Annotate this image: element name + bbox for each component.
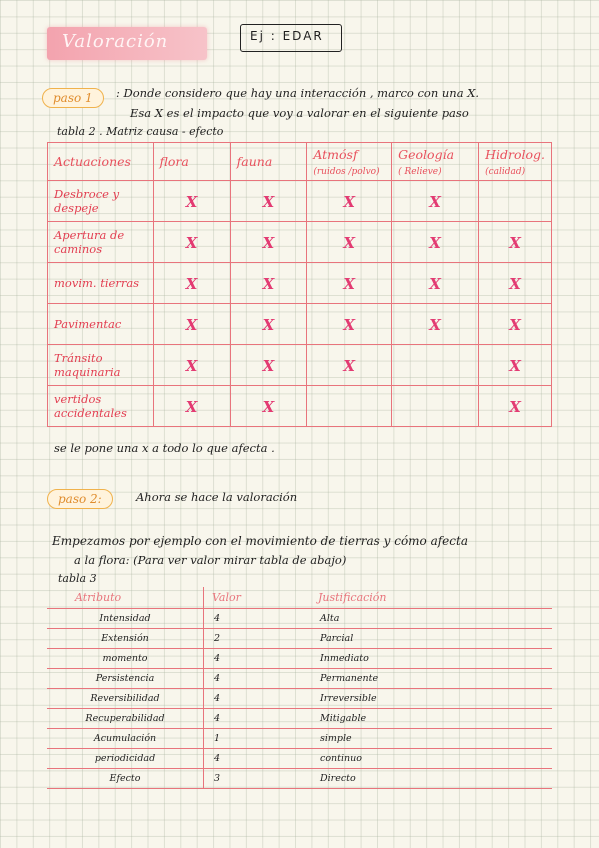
impact-mark: X xyxy=(262,233,275,252)
attr-cell: Intensidad xyxy=(47,609,204,629)
paso2-line2: a la flora: (Para ver valor mirar tabla de abajo) xyxy=(74,553,347,567)
table-row xyxy=(47,649,552,669)
value-cell: 4 xyxy=(204,649,313,669)
row-label: Tránsito maquinaria xyxy=(48,345,154,386)
table-row xyxy=(47,609,552,629)
impact-mark: X xyxy=(343,356,356,375)
justification-cell: Mitigable xyxy=(312,709,552,729)
impact-mark: X xyxy=(185,233,198,252)
attr-cell: momento xyxy=(47,649,204,669)
table-row xyxy=(47,669,552,689)
row-label: vertidos accidentales xyxy=(48,386,154,427)
justification-cell: Directo xyxy=(312,769,552,789)
table2-header-row xyxy=(48,143,552,181)
justification-cell: simple xyxy=(312,729,552,749)
table-row xyxy=(48,386,552,427)
attr-cell: Efecto xyxy=(47,769,204,789)
attr-cell: Acumulación xyxy=(47,729,204,749)
table-row xyxy=(48,181,552,222)
paso2-pill: paso 2: xyxy=(47,489,113,509)
impact-mark: X xyxy=(509,315,521,334)
attr-cell: Reversibilidad xyxy=(47,689,204,709)
justification-cell: Alta xyxy=(312,609,552,629)
table-row xyxy=(48,263,552,304)
impact-mark: X xyxy=(509,233,521,252)
attr-cell: periodicidad xyxy=(47,749,204,769)
col-header: flora xyxy=(153,143,230,181)
attr-cell: Recuperabilidad xyxy=(47,709,204,729)
table-row xyxy=(47,729,552,749)
impact-mark: X xyxy=(262,315,275,334)
paso1-pill: paso 1 xyxy=(42,88,104,108)
impact-mark: X xyxy=(262,192,275,211)
value-cell: 4 xyxy=(204,669,313,689)
col-header: Atmósf (ruidos /polvo) xyxy=(307,143,392,181)
impact-mark: X xyxy=(343,274,356,293)
impact-mark: X xyxy=(185,315,198,334)
impact-mark: X xyxy=(262,356,275,375)
paso1-line1: : Donde considero que hay una interacción , marco con una X. xyxy=(116,86,480,100)
impact-mark: X xyxy=(262,274,275,293)
impact-mark: X xyxy=(343,233,356,252)
paso2-text: Ahora se hace la valoración xyxy=(136,490,298,504)
value-cell: 4 xyxy=(204,609,313,629)
row-label: movim. tierras xyxy=(48,263,154,304)
col-header: Actuaciones xyxy=(48,143,154,181)
table-row xyxy=(48,304,552,345)
col-header: Hidrolog. (calidad) xyxy=(479,143,552,181)
value-cell: 4 xyxy=(204,709,313,729)
table-row xyxy=(47,629,552,649)
paso2-line1: Empezamos por ejemplo con el movimiento de tierras y cómo afecta xyxy=(52,534,468,548)
paso1-line2: Esa X es el impacto que voy a valorar en el siguiente paso xyxy=(130,106,469,120)
table-row xyxy=(47,689,552,709)
attr-cell: Extensión xyxy=(47,629,204,649)
table3-header-row xyxy=(47,587,552,609)
impact-mark: X xyxy=(262,397,275,416)
impact-mark: X xyxy=(343,192,356,211)
impact-mark: X xyxy=(343,315,356,334)
table2-caption: tabla 2 . Matriz causa - efecto xyxy=(57,125,224,138)
value-cell: 4 xyxy=(204,749,313,769)
impact-mark: X xyxy=(429,233,441,252)
col-header: Valor xyxy=(204,587,313,609)
table2-note: se le pone una x a todo lo que afecta . xyxy=(54,441,275,455)
value-cell: 1 xyxy=(204,729,313,749)
justification-cell: continuo xyxy=(312,749,552,769)
impact-mark: X xyxy=(509,397,521,416)
value-cell: 4 xyxy=(204,689,313,709)
impact-mark: X xyxy=(509,274,521,293)
example-label: Ej : EDAR xyxy=(250,29,324,43)
col-header: fauna xyxy=(230,143,307,181)
table3-caption: tabla 3 xyxy=(58,572,97,585)
table-row xyxy=(47,749,552,769)
table-row xyxy=(48,222,552,263)
impact-mark: X xyxy=(509,356,521,375)
row-label: Apertura de caminos xyxy=(48,222,154,263)
row-label: Desbroce y despeje xyxy=(48,181,154,222)
attr-cell: Persistencia xyxy=(47,669,204,689)
table-row xyxy=(48,345,552,386)
impact-matrix-table xyxy=(47,142,552,427)
impact-mark: X xyxy=(185,356,198,375)
col-header: Geología ( Relieve) xyxy=(392,143,479,181)
justification-cell: Inmediato xyxy=(312,649,552,669)
table-row xyxy=(47,769,552,789)
impact-mark: X xyxy=(185,397,198,416)
impact-mark: X xyxy=(185,192,198,211)
impact-mark: X xyxy=(185,274,198,293)
valuation-table xyxy=(47,587,552,789)
row-label: Pavimentac xyxy=(48,304,154,345)
justification-cell: Irreversible xyxy=(312,689,552,709)
justification-cell: Permanente xyxy=(312,669,552,689)
table-row xyxy=(47,709,552,729)
col-header: Justificación xyxy=(312,587,552,609)
justification-cell: Parcial xyxy=(312,629,552,649)
impact-mark: X xyxy=(429,192,441,211)
impact-mark: X xyxy=(429,315,441,334)
page-title: Valoración xyxy=(62,31,169,52)
impact-mark: X xyxy=(429,274,441,293)
col-header: Atributo xyxy=(47,587,204,609)
value-cell: 3 xyxy=(204,769,313,789)
value-cell: 2 xyxy=(204,629,313,649)
